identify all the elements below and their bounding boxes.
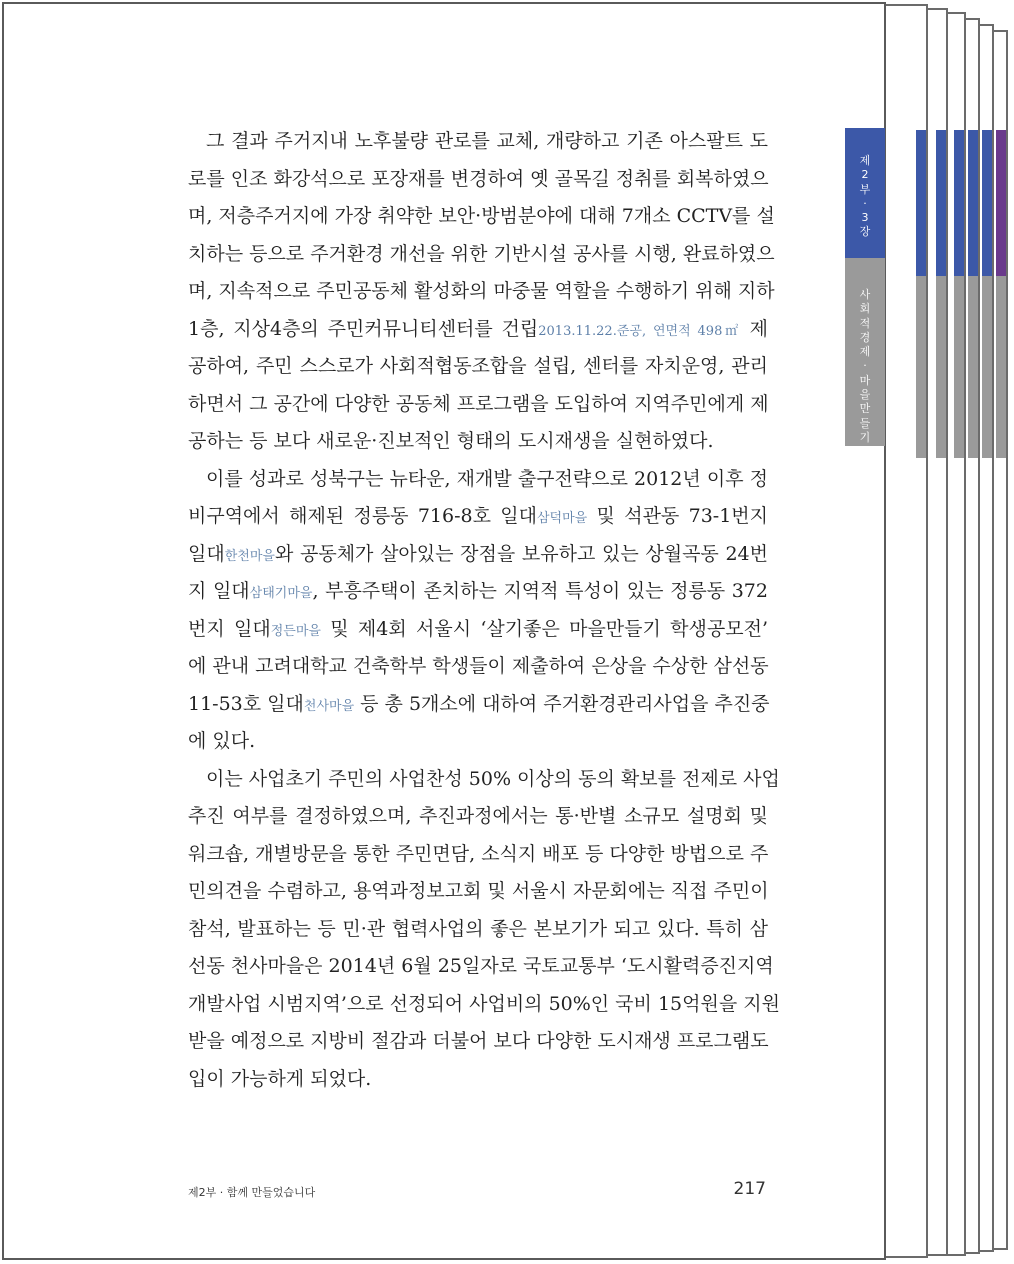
text-line [188,948,774,986]
text-run: 와 공동체가 살아있는 장점을 보유하고 있는 상월곡동 24번 [274,542,768,565]
text-run: 1층, 지상4층의 주민커뮤니티센터를 건립 [188,317,539,340]
edge-tab-strip [982,130,992,276]
text-line [188,273,775,311]
text-line [188,386,768,424]
edge-tab-strip [982,276,992,458]
inline-note: 삼태기마을 [249,586,313,601]
section-tab-part-label: 제 2 부 · 3 장 [859,154,871,239]
text-line [188,911,768,949]
text-line [188,461,768,499]
text-line [188,236,775,274]
edge-tab-strip [954,276,964,458]
text-line [188,723,768,761]
text-line [188,611,768,649]
edge-tab-strip [916,130,926,276]
text-line [188,873,768,911]
text-line [188,686,768,724]
text-line [188,348,768,386]
text-run: 일대 [188,542,225,565]
inline-note: 한천마을 [224,548,275,564]
text-line [188,536,768,574]
text-run: 이는 사업초기 주민의 사업찬성 50% 이상의 동의 확보를 전제로 사업 [206,767,780,790]
text-run: 공하는 등 보다 새로운·진보적인 형태의 도시재생을 실현하였다. [188,430,714,452]
text-run: 며, 저층주거지에 가장 취약한 보안·방범분야에 대해 7개소 CCTV를 설 [188,205,775,227]
text-run: 제 [740,317,768,340]
section-tab-chapter-label: 사 회 적 경 제 · 마 을 만 들 기 [859,288,871,444]
text-run: 등 총 5개소에 대하여 주거환경관리사업을 추진중 [354,692,770,715]
text-run: 선동 천사마을은 2014년 6월 25일자로 국토교통부 ‘도시활력증진지역 [188,955,774,977]
text-run: 11-53호 일대 [188,692,304,715]
text-run: 공하여, 주민 스스로가 사회적협동조합을 설립, 센터를 자치운영, 관리 [188,355,768,377]
text-run: 그 결과 주거지내 노후불량 관로를 교체, 개량하고 기존 아스팔트 도 [206,130,768,152]
text-line [188,498,768,536]
text-run: 에 관내 고려대학교 건축학부 학생들이 제출하여 은상을 수상한 삼선동 [188,655,769,677]
inline-note: 삼덕마을 [537,511,588,526]
text-run: 추진 여부를 결정하였으며, 추진과정에서는 통·반별 소규모 설명회 및 [188,805,768,827]
text-run: 하면서 그 공간에 다양한 공동체 프로그램을 도입하여 지역주민에게 제 [188,392,769,415]
text-run: 치하는 등으로 주거환경 개선을 위한 기반시설 공사를 시행, 완료하였으 [188,242,775,265]
section-tab-chapter[interactable] [845,258,885,446]
text-line [188,648,768,686]
text-line [188,798,768,836]
edge-tab-strip [954,130,964,276]
text-run: 에 있다. [188,730,256,752]
text-run: 번지 일대 [188,617,271,640]
text-run: 및 석관동 73-1번지 [587,505,768,527]
body-text [188,123,780,1098]
text-run: 며, 지속적으로 주민공동체 활성화의 마중물 역할을 수행하기 위해 지하 [188,280,775,302]
inline-note: 정든마을 [270,623,321,639]
text-run: 개발사업 시범지역’으로 선정되어 사업비의 50%인 국비 15억원을 지원 [188,992,780,1015]
edge-tab-strip [936,130,946,276]
text-line [188,761,780,799]
text-line [188,986,780,1024]
inline-note: 2013.11.22.준공, 연면적 498㎡ [538,323,741,339]
text-run: 받을 예정으로 지방비 절감과 더불어 보다 다양한 도시재생 프로그램도 [188,1030,769,1052]
text-line [188,573,768,611]
section-tab-part[interactable] [845,128,885,258]
text-run: , 부흥주택이 존치하는 지역적 특성이 있는 정릉동 372 [312,580,768,602]
edge-tab-strip [996,276,1006,458]
text-line [188,1061,768,1099]
text-line [188,161,768,199]
text-line [188,836,768,874]
page-number: 217 [733,1179,766,1199]
edge-tab-strip [996,130,1006,276]
edge-tab-strip [968,276,978,458]
edge-tab-strip [936,276,946,458]
text-run: 워크숍, 개별방문을 통한 주민면담, 소식지 배포 등 다양한 방법으로 주 [188,842,769,865]
text-line [188,423,768,461]
text-run: 입이 가능하게 되었다. [188,1067,372,1090]
text-run: 지 일대 [188,580,250,602]
book-page [2,2,886,1260]
edge-tab-strip [916,276,926,458]
text-line [188,123,768,161]
text-run: 및 제4회 서울시 ‘살기좋은 마을만들기 학생공모전’ [320,617,768,640]
edge-tab-strip [968,130,978,276]
text-line [188,311,768,349]
text-run: 참석, 발표하는 등 민·관 협력사업의 좋은 본보기가 되고 있다. 특히 삼 [188,917,768,940]
text-run: 로를 인조 화강석으로 포장재를 변경하여 옛 골목길 정취를 회복하였으 [188,167,769,190]
text-line [188,198,775,236]
inline-note: 천사마을 [303,698,355,714]
text-run: 이를 성과로 성북구는 뉴타운, 재개발 출구전략으로 2012년 이후 정 [206,467,768,490]
text-line [188,1023,768,1061]
text-run: 민의견을 수렴하고, 용역과정보고회 및 서울시 자문회에는 직접 주민이 [188,880,769,902]
running-footer: 제2부 · 함께 만들었습니다 [188,1186,316,1199]
text-run: 비구역에서 해제된 정릉동 716-8호 일대 [188,505,537,527]
